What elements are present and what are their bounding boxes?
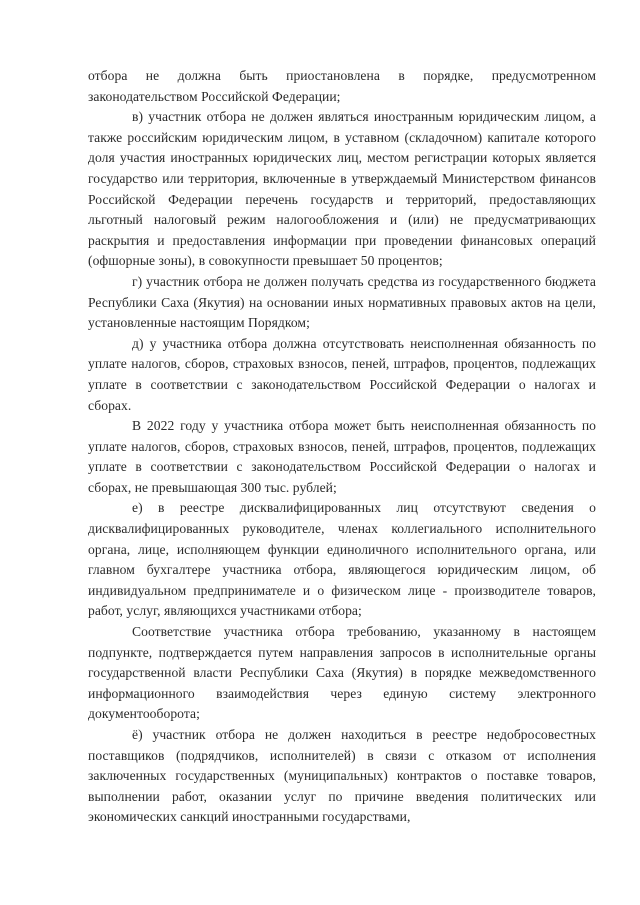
paragraph-compliance: Соответствие участника отбора требованию, указанному в настоящем подпункте, подтверждается путем направления запросов в исполнительные органы государственной власти Республики Саха (Якутия) в порядке межведомственного информационного взаимодействия через единую систему электронного документооборота; bbox=[88, 624, 596, 722]
paragraph-item-d: д) у участника отбора должна отсутствовать неисполненная обязанность по уплате налогов, сборов, страховых взносов, пеней, штрафов, процентов, подлежащих уплате в соответствии с законодательством Российской Федерации о налогах и сборах. bbox=[88, 335, 596, 413]
paragraph-continuation: отбора не должна быть приостановлена в порядке, предусмотренном законодательством Российской Федерации; bbox=[88, 68, 596, 104]
paragraph-item-yo: ё) участник отбора не должен находиться в реестре недобросовестных поставщиков (подрядчиков, исполнителей) в связи с отказом от исполнения заключенных государственных (муниципальных) контрактов о поставке товаров, выполнении работ, оказании услуг по причине введения политических или экономических санкций иностранными государствами, bbox=[88, 727, 596, 825]
paragraph-item-g: г) участник отбора не должен получать средства из государственного бюджета Республики Саха (Якутия) на основании иных нормативных правовых актов на цели, установленные настоящим Порядком; bbox=[88, 273, 596, 331]
document-body bbox=[88, 66, 596, 828]
paragraph-item-e: е) в реестре дисквалифицированных лиц отсутствуют сведения о дисквалифицированных руководителе, членах коллегиального исполнительного органа, лице, исполняющем функции единоличного исполнительного органа, или главном бухгалтере участника отбора, являющегося юридическим лицом, об индивидуальном предпринимателе и о физическом лице - производителе товаров, работ, услуг, являющихся участниками отбора; bbox=[88, 500, 596, 619]
paragraph-2022-note: В 2022 году у участника отбора может быть неисполненная обязанность по уплате налогов, сборов, страховых взносов, пеней, штрафов, процентов, подлежащих уплате в соответствии с законодательством Российской Федерации о налогах и сборах, не превышающая 300 тыс. рублей; bbox=[88, 418, 596, 495]
paragraph-item-v: в) участник отбора не должен являться иностранным юридическим лицом, а также российским юридическим лицом, в уставном (складочном) капитале которого доля участия иностранных юридических лиц, местом регистрации которых является государство или территория, включенные в утверждаемый Министерством финансов Российской Федерации перечень государств и территорий, предоставляющих льготный налоговый режим налогообложения и (или) не предусматривающих раскрытия и предоставления информации при проведении финансовых операций (офшорные зоны), в совокупности превышает 50 процентов; bbox=[88, 109, 596, 269]
